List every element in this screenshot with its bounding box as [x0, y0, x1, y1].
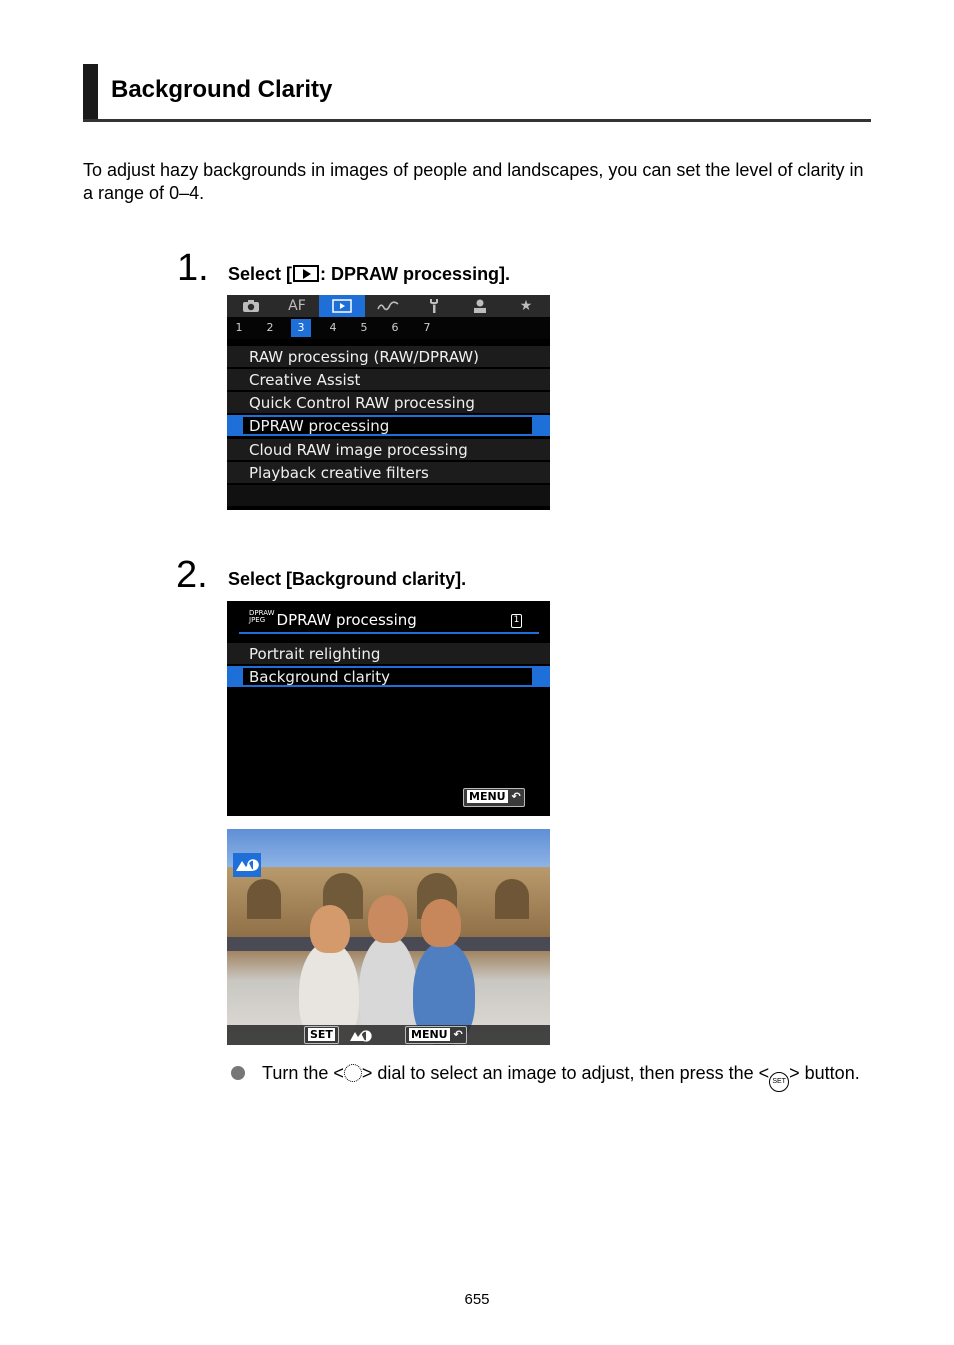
page-num-4[interactable]: 4: [329, 321, 337, 334]
page-num-5[interactable]: 5: [360, 321, 368, 334]
card-icon: 1: [511, 614, 522, 628]
bullet-instruction: Turn the < > dial to select an image to adjust, then press the < SET > button.: [262, 1062, 872, 1092]
wave-icon[interactable]: [373, 295, 403, 317]
menu-back-button[interactable]: MENU ↶: [463, 788, 525, 807]
bullet-dot: [231, 1066, 245, 1080]
heading-bar: [83, 64, 98, 120]
screen-title: DPRAW JPEG DPRAW processing: [249, 609, 417, 629]
step-2-text: Select [Background clarity].: [228, 569, 467, 589]
main-dial-icon: [344, 1064, 362, 1082]
tab-playback[interactable]: [319, 295, 365, 317]
star-icon[interactable]: ★: [519, 298, 533, 314]
page-number: 655: [464, 1291, 490, 1308]
dpraw-jpeg-icon: DPRAW JPEG: [249, 609, 275, 624]
step-1-prefix: Select [: [228, 264, 293, 284]
step-1-suffix: : DPRAW processing].: [320, 264, 511, 284]
preview-photo: [227, 829, 550, 1045]
photo-menu-button[interactable]: MENU ↶: [405, 1026, 467, 1044]
playback-menu-screen: [227, 295, 550, 510]
background-clarity-icon: [233, 853, 261, 877]
playback-tab-icon: [293, 265, 319, 282]
page-num-6[interactable]: 6: [391, 321, 399, 334]
menu-item-creative-assist[interactable]: Creative Assist: [227, 369, 550, 391]
menu-item-dpraw-processing[interactable]: DPRAW processing: [227, 415, 550, 437]
page-title: Background Clarity: [111, 76, 333, 103]
wrench-icon[interactable]: [419, 295, 449, 317]
menu-item-raw-processing[interactable]: RAW processing (RAW/DPRAW): [227, 346, 550, 368]
menu-item-portrait-relighting[interactable]: Portrait relighting: [227, 643, 550, 665]
clarity-mode-icon: [349, 1027, 373, 1045]
set-button[interactable]: SET: [304, 1026, 339, 1044]
step-1-text: [228, 264, 510, 285]
intro-paragraph: To adjust hazy backgrounds in images of people and landscapes, you can set the level of clarity in a range of 0–4.: [83, 160, 864, 203]
heading-rule: [83, 119, 871, 122]
page-num-7[interactable]: 7: [423, 321, 431, 334]
step-2-number: 2.: [176, 554, 208, 596]
menu-item-empty: [227, 485, 550, 507]
tab-af[interactable]: AF: [288, 298, 306, 314]
dpraw-processing-screen: [227, 601, 550, 816]
set-button-icon: SET: [769, 1072, 789, 1092]
step-1-number: 1.: [177, 247, 209, 289]
menu-item-background-clarity[interactable]: Background clarity: [227, 666, 550, 688]
page-num-2[interactable]: 2: [266, 321, 274, 334]
photo-control-bar: [227, 1025, 550, 1045]
camera-icon[interactable]: [236, 295, 266, 317]
menu-tab-bar: [227, 295, 550, 317]
page-num-3[interactable]: 3: [291, 319, 311, 337]
title-rule: [239, 632, 539, 634]
menu-item-cloud-raw[interactable]: Cloud RAW image processing: [227, 439, 550, 461]
page-num-1[interactable]: 1: [235, 321, 243, 334]
person-icon[interactable]: [465, 295, 495, 317]
menu-item-quick-control-raw[interactable]: Quick Control RAW processing: [227, 392, 550, 414]
menu-page-numbers: [227, 317, 550, 339]
menu-item-playback-creative-filters[interactable]: Playback creative filters: [227, 462, 550, 484]
